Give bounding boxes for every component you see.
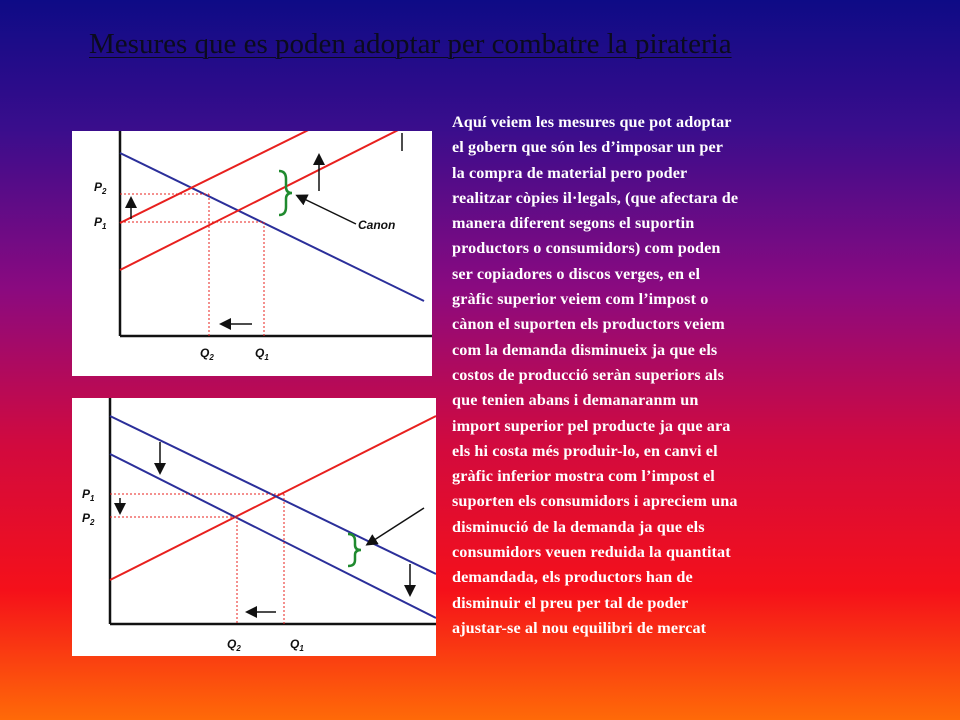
text-line: realitzar còpies il·legals, (que afectara de — [452, 188, 739, 207]
label-q-right: $Q_1$ — [290, 637, 304, 653]
label-p-high: $P_2$ — [94, 180, 107, 196]
label-q-left: $Q_2$ — [227, 637, 241, 653]
text-line: disminució de la demanda ja que els — [452, 517, 705, 536]
label-p-low: $P_1$ — [94, 215, 107, 231]
explanation-text — [452, 110, 832, 641]
text-line: com la demanda disminueix ja que els — [452, 340, 718, 359]
text-line: productors o consumidors) com poden — [452, 239, 721, 258]
label-p-high: $P_1$ — [82, 487, 95, 503]
text-line: ajustar-se al nou equilibri de mercat — [452, 618, 707, 637]
graph-bottom-consumers-tax — [72, 398, 436, 656]
graph-bottom-svg — [72, 398, 436, 656]
demand-line-shifted — [110, 454, 436, 618]
arrow-canon-pointer — [298, 196, 356, 224]
text-line: el gobern que són les d’imposar un per — [452, 138, 724, 157]
supply-line-shifted — [120, 131, 432, 223]
label-q-left: $Q_2$ — [200, 346, 214, 362]
label-p-low: $P_2$ — [82, 511, 95, 527]
text-line: demandada, els productors han de — [452, 568, 693, 587]
graph-top-svg — [72, 131, 432, 376]
text-line: gràfic inferior mostra com l’impost el — [452, 467, 715, 486]
text-line: import superior pel producte ja que ara — [452, 416, 731, 435]
text-line: la compra de material pero poder — [452, 163, 688, 182]
text-line: Aquí veiem les mesures que pot adoptar — [452, 113, 732, 131]
tax-brace — [348, 534, 361, 566]
text-line: cànon el suporten els productors veiem — [452, 315, 725, 334]
text-line: gràfic superior veiem com l’impost o — [452, 290, 709, 309]
text-line: consumidors veuen reduida la quantitat — [452, 543, 731, 562]
text-line: que tenien abans i demanaranm un — [452, 391, 699, 410]
text-line: els hi costa més produir-lo, en canvi el — [452, 441, 718, 460]
text-line: manera diferent segons el suportin — [452, 214, 695, 233]
arrow-tax-pointer — [368, 508, 424, 544]
text-line: suporten els consumidors i apreciem una — [452, 492, 738, 511]
graph-top-producers-tax — [72, 131, 432, 376]
text-line: costos de producció seràn superiors als — [452, 365, 725, 384]
label-q-right: $Q_1$ — [255, 346, 269, 362]
slide-title: Mesures que es poden adoptar per combatre la pirateria — [89, 28, 732, 60]
label-canon: Canon — [358, 218, 396, 232]
text-line: disminuir el preu per tal de poder — [452, 593, 689, 612]
canon-brace — [279, 171, 292, 215]
text-line: ser copiadores o discos verges, en el — [452, 264, 701, 283]
